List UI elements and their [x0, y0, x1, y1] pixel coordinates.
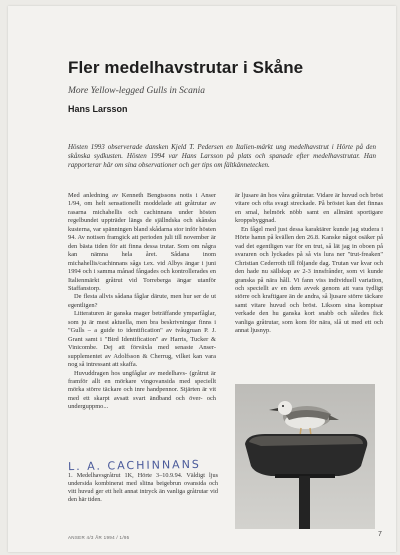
article-title: Fler medelhavstrutar i Skåne	[68, 58, 304, 77]
gull-on-lamp-image	[235, 384, 375, 529]
paragraph: Litteraturen är ganska mager beträffande ymparfåglar, som ju är mest aktuella, men bra beskrivningar finns i "Gulls – a guide to identification" av tvåugruan P. J. Grant samt i "Bird Identification" av Harris, Tucker & Vinicombe. Dej att förväxla med senaste Anser-supplementet av Adolfsson & Cherrug, vilket kan vara nog så intressant att skaffa.	[68, 310, 216, 369]
body-column-left	[68, 192, 216, 477]
article-author: Hans Larsson	[68, 104, 128, 114]
paragraph: Med anledning av Kenneth Bengtssons notis i Anser 1/94, om helt sensationellt moddelade att gråtrutar av rasarna michahellis och cachinnans under hösten regelbundet uppträder längs de själlndska och skånska kusterna, var spänningen bland skådarna stor inför hösten 94. Av notisen framgick att perioden juli till november är den bästa tiden för att finna dessa trutar. Som om några kan nämna hela året. Sådana inom michahellis/cachinnans sågs t.ex. vid Albys ängar i juni 1994 och i samma månad fångades och kontrollerades en Italienmärkt gråtrut vid Torreberga ängar utanför Staffanstorp.	[68, 192, 216, 292]
article-abstract: Hösten 1993 observerade dansken Kjeld T. Pedersen en Italien-märkt ung medelhavstrut i Hörte på den skånska sydkusten. Hösten 1994 var Hans Larsson på plats och spanade efter medelhavstrutar. Han rapporterar här om sina observationer och ger tips om fältkännetecken.	[68, 143, 376, 169]
photo-caption: 1. Medelhavsgråtrut 1K, Hörte 3–10.9.94. Väldigt ljus undersida kombinerat med slitna beigebrun ovansida och vitt huvud ger ett helt annat intryck än vanliga gråtrutar vid den här tiden.	[68, 472, 218, 503]
paragraph: De flesta allvis sådana fåglar därute, men hur ser de ut egentligen?	[68, 293, 216, 309]
page-sheet	[8, 6, 396, 552]
paragraph: är ljusare än hos våra gråtrutar. Vidare är huvud och bröst vitare och ofta svagt streckade. På bröstet kan det finnas en smal, helmörk nöbb samt en allmänt sportigare kroppsbyggnad.	[235, 192, 383, 225]
paragraph: En fågel med just dessa karaktärer kunde jag studera i Hörte hamn på kvällen den 26.8. Kanske något osäker på vad det egentligen var för en trut, så lät jag in oboen på svararen och lyckades på så vis lura ner "trut-freaken" Christian Cederroth till följande dag. Trutan var kvar och den hade nu sällskap av 2-3 innsfrånder, som vi kunde granska på nära håll. Vi fann viss individuell variation, och speciellt av en dem avvek genom att vara tydligt större och kraftigare än de andra, så ljusare större täckare samt vitare huvud och bröst. Liksom sina kompisar verkade den hu ganska kort snabb och således fick vanliga gråtrutar, som kom för nära, slå ut med ett och annat ljusnyp.	[235, 225, 383, 335]
article-subtitle: More Yellow-legged Gulls in Scania	[68, 86, 206, 96]
handwritten-note: L. A. CACHINNANS	[67, 457, 201, 474]
gull-photo	[235, 384, 375, 529]
footer-text: ANSER 4/3 ÅR 1994 / 1/95	[68, 535, 130, 540]
body-column-right	[235, 192, 383, 382]
page-number: 7	[378, 531, 382, 538]
paragraph: Huvuddragen hos ungfåglar av medelhavs- (gråtrut är framför allt en mörkare vingovansida med speciellt mörka större täckare och inre handpennor. Stjärten är vit med ett skarpt avsatt svart ändband och över- och underguppmo...	[68, 369, 216, 411]
